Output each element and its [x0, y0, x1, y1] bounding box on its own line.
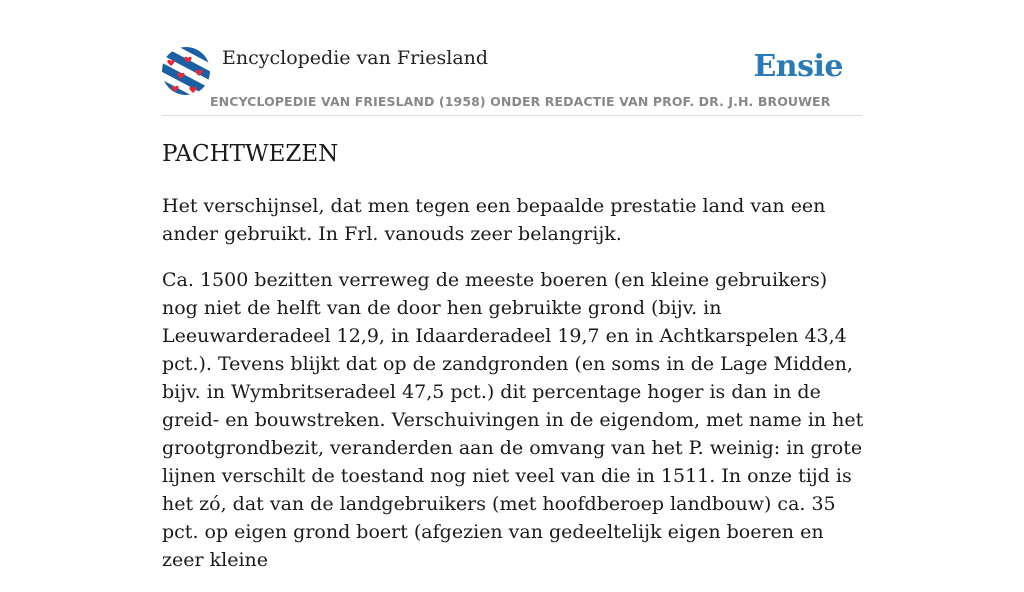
header-divider — [162, 115, 862, 116]
encyclopedia-subtitle: ENCYCLOPEDIE VAN FRIESLAND (1958) ONDER REDACTIE VAN PROF. DR. J.H. BROUWER — [210, 94, 831, 109]
article — [162, 138, 864, 592]
article-paragraph: Ca. 1500 bezitten verreweg de meeste boeren (en kleine gebruikers) nog niet de helft van de door hen gebruikte grond (bijv. in Leeuwarderadeel 12,9, in Idaarderadeel 19,7 en in Achtkarspelen 43,4 pct.). Tevens blijkt dat op de zandgronden (en soms in de Lage Midden, bijv. in Wymbritseradeel 47,5 pct.) dit percentage hoger is dan in de greid- en bouwstreken. Verschuivingen in de eigendom, met name in het grootgrondbezit, veranderden aan de omvang van het P. weinig: in grote lijnen verschilt de toestand nog niet veel van die in 1511. In onze tijd is het zó, dat van de landgebruikers (met hoofdberoep landbouw) ca. 35 pct. op eigen grond boert (afgezien van gedeeltelijk eigen boeren en zeer kleine — [162, 269, 864, 571]
article-paragraph: Het verschijnsel, dat men tegen een bepaalde prestatie land van een ander gebruikt. In Frl. vanouds zeer belangrijk. — [162, 195, 826, 245]
frisian-flag-logo-icon[interactable] — [162, 47, 210, 95]
article-title: PACHTWEZEN — [162, 141, 339, 167]
brand-logo-link[interactable]: Ensie — [753, 49, 843, 84]
site-header — [162, 44, 862, 116]
site-title-link[interactable]: Encyclopedie van Friesland — [222, 47, 489, 69]
